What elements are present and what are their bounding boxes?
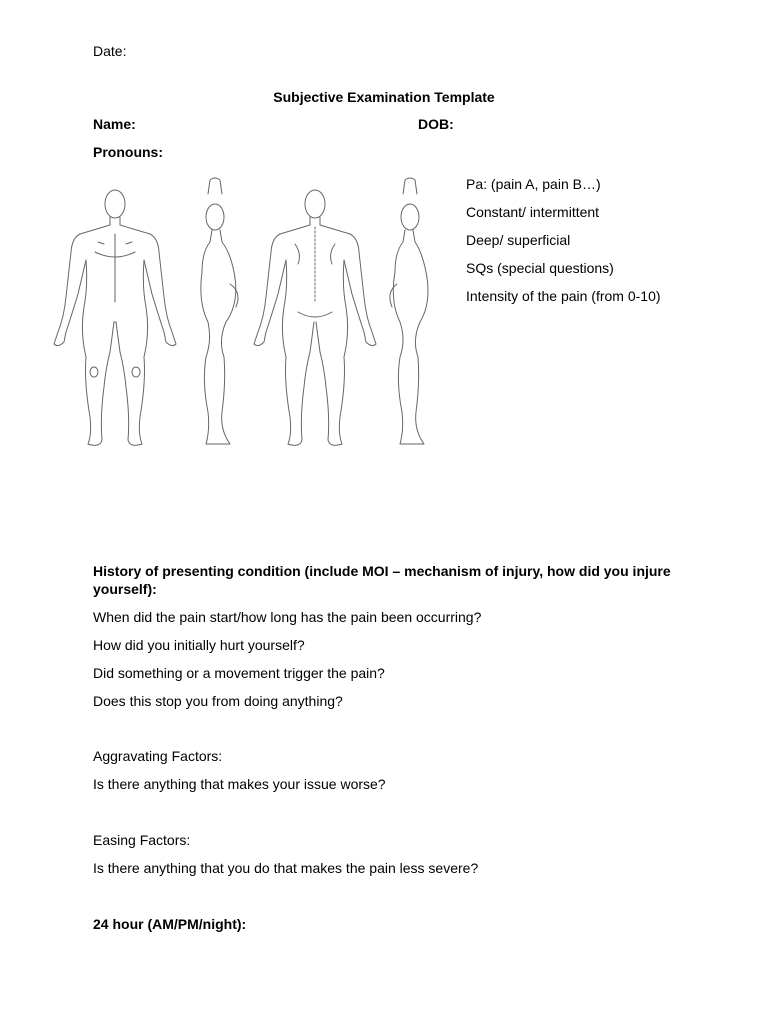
name-label: Name: — [93, 116, 136, 132]
body-back-view — [254, 190, 376, 445]
history-question-4: Does this stop you from doing anything? — [93, 693, 343, 709]
body-chart-diagram — [40, 172, 452, 462]
page-title: Subjective Examination Template — [273, 89, 495, 105]
pain-note-5: Intensity of the pain (from 0-10) — [466, 288, 661, 304]
date-label: Date: — [93, 43, 127, 59]
history-question-2: How did you initially hurt yourself? — [93, 637, 305, 653]
history-heading: History of presenting condition (include MOI – mechanism of injury, how did you injure yourself): — [93, 563, 671, 597]
twenty-four-hour-label: 24 hour (AM/PM/night): — [93, 916, 247, 932]
history-question-3: Did something or a movement trigger the pain? — [93, 665, 385, 681]
body-side-view-left — [201, 178, 238, 444]
pain-note-3: Deep/ superficial — [466, 232, 571, 248]
dob-label: DOB: — [418, 116, 454, 132]
aggravating-factors-question: Is there anything that makes your issue worse? — [93, 776, 386, 792]
pain-note-2: Constant/ intermittent — [466, 204, 600, 220]
aggravating-factors-label: Aggravating Factors: — [93, 748, 223, 764]
pain-note-4: SQs (special questions) — [466, 260, 614, 276]
easing-factors-question: Is there anything that you do that makes the pain less severe? — [93, 860, 479, 876]
pain-note-1: Pa: (pain A, pain B…) — [466, 176, 601, 192]
body-front-view — [54, 190, 176, 445]
history-question-1: When did the pain start/how long has the pain been occurring? — [93, 609, 482, 625]
easing-factors-label: Easing Factors: — [93, 832, 191, 848]
body-side-view-right — [390, 178, 428, 444]
pronouns-label: Pronouns: — [93, 144, 163, 160]
